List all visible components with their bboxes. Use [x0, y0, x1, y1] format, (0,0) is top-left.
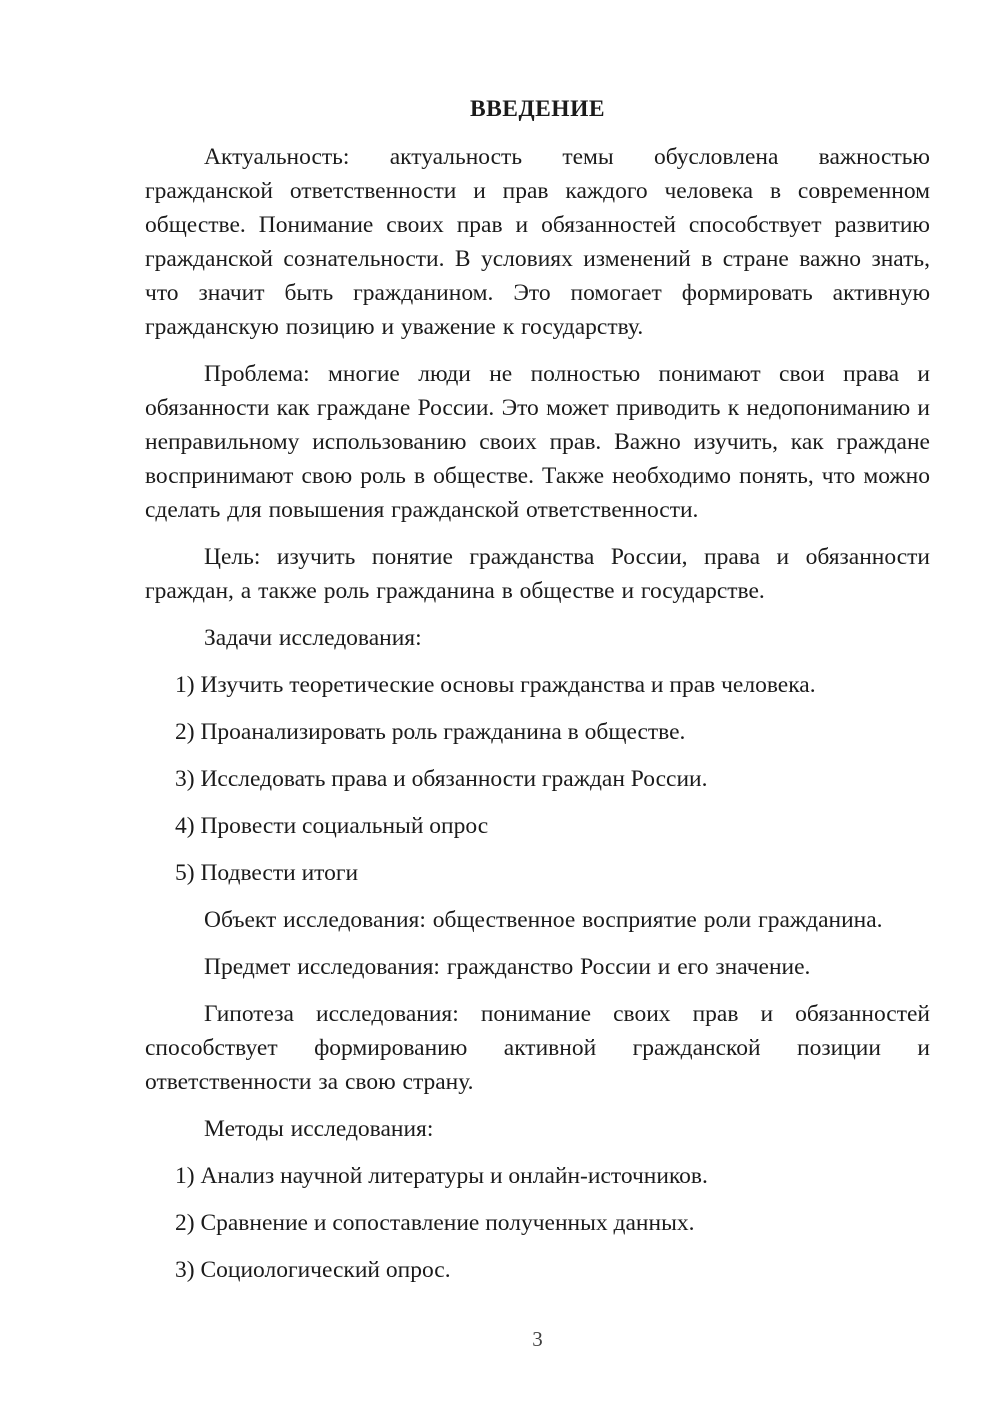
list-item-task-1: 1) Изучить теоретические основы гражданства и прав человека.: [175, 672, 816, 698]
list-item-method-1: 1) Анализ научной литературы и онлайн-источников.: [175, 1163, 708, 1189]
paragraph-obekt: Объект исследования: общественное восприятие роли гражданина.: [204, 907, 883, 933]
page-title: ВВЕДЕНИЕ: [469, 96, 606, 122]
page-number: 3: [532, 1327, 543, 1351]
paragraph-problema: Проблема: многие люди не полностью понимают свои права и обязанности как граждане России. Это может приводить к недопониманию и неправильному использованию своих прав. Важно изучить, как граждане воспринимают свою роль в обществе. Также необходимо понять, что можно сделать для повышения гражданской ответственности.: [145, 361, 930, 523]
list-item-task-5: 5) Подвести итоги: [175, 860, 359, 886]
paragraph-aktualnost: Актуальность: актуальность темы обусловлена важностью гражданской ответственности и прав каждого человека в современном обществе. Понимание своих прав и обязанностей способствует развитию гражданской сознательности. В условиях изменений в стране важно знать, что значит быть гражданином. Это помогает формировать активную гражданскую позицию и уважение к государству.: [145, 144, 930, 340]
document-body: [145, 92, 930, 1300]
paragraph-gipoteza: Гипотеза исследования: понимание своих прав и обязанностей способствует формированию активной гражданской позиции и ответственности за свою страну.: [145, 1001, 930, 1095]
paragraph-predmet: Предмет исследования: гражданство России и его значение.: [204, 954, 811, 980]
list-item-method-2: 2) Сравнение и сопоставление полученных данных.: [175, 1210, 695, 1236]
list-item-method-3: 3) Социологический опрос.: [175, 1257, 451, 1283]
paragraph-tsel: Цель: изучить понятие гражданства России, права и обязанности граждан, а также роль гражданина в обществе и государстве.: [145, 544, 930, 604]
list-item-task-2: 2) Проанализировать роль гражданина в обществе.: [175, 719, 686, 745]
paragraph-zadachi-label: Задачи исследования:: [204, 625, 422, 651]
list-item-task-3: 3) Исследовать права и обязанности граждан России.: [175, 766, 708, 792]
list-item-task-4: 4) Провести социальный опрос: [175, 813, 489, 839]
paragraph-metody-label: Методы исследования:: [204, 1116, 434, 1142]
